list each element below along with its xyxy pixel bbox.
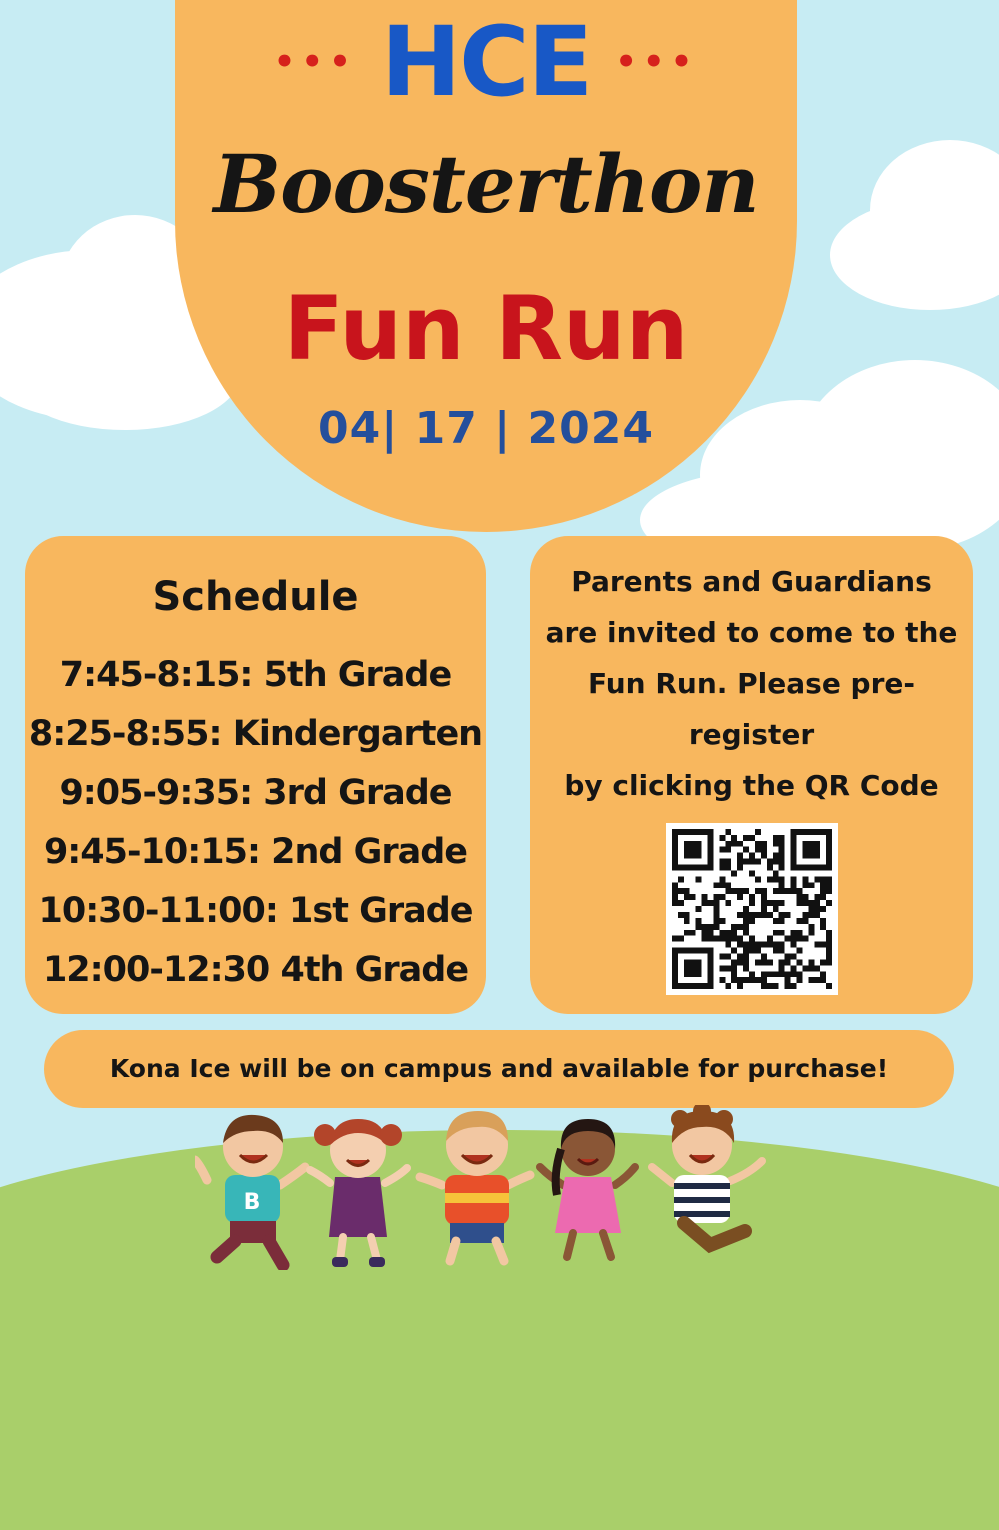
decorative-dots-right: ••• [615, 42, 699, 82]
kid-4-icon [540, 1119, 635, 1257]
school-name: HCE [380, 6, 592, 118]
schedule-item: 12:00-12:30 4th Grade [42, 950, 469, 990]
kona-ice-text: Kona Ice will be on campus and available for purchase! [109, 1054, 889, 1083]
invite-line: by clicking the QR Code [564, 769, 939, 802]
kid-1-icon [195, 1115, 305, 1265]
schedule-item: 9:05-9:35: 3rd Grade [59, 773, 452, 813]
event-title: Fun Run [283, 277, 689, 380]
title-row [175, 6, 797, 118]
shirt-letter: B [243, 1190, 261, 1215]
kona-ice-banner [44, 1030, 954, 1108]
invite-panel [530, 536, 973, 1014]
kid-5-icon [652, 1105, 762, 1245]
kid-2-icon [310, 1119, 407, 1267]
schedule-item: 9:45-10:15: 2nd Grade [43, 832, 468, 872]
schedule-panel [25, 536, 486, 1014]
running-kids-illustration [195, 1105, 785, 1270]
schedule-item: 8:25-8:55: Kindergarten [28, 714, 483, 754]
schedule-title: Schedule [152, 574, 359, 620]
invite-line: Fun Run. Please pre-register [587, 667, 916, 751]
decorative-dots-left: ••• [273, 42, 357, 82]
invite-text [540, 556, 963, 862]
cloud-right-top-2 [830, 200, 999, 310]
event-date: 04| 17 | 2024 [317, 403, 655, 454]
event-script-title: Boosterthon [213, 137, 759, 231]
invite-line: Parents and Guardians [571, 565, 932, 598]
schedule-item: 7:45-8:15: 5th Grade [59, 655, 452, 695]
qr-code-icon[interactable] [666, 823, 838, 995]
invite-line: are invited to come to the [545, 616, 958, 649]
kid-3-icon [420, 1111, 530, 1261]
schedule-item: 10:30-11:00: 1st Grade [38, 891, 473, 931]
schedule-list [25, 646, 486, 1000]
